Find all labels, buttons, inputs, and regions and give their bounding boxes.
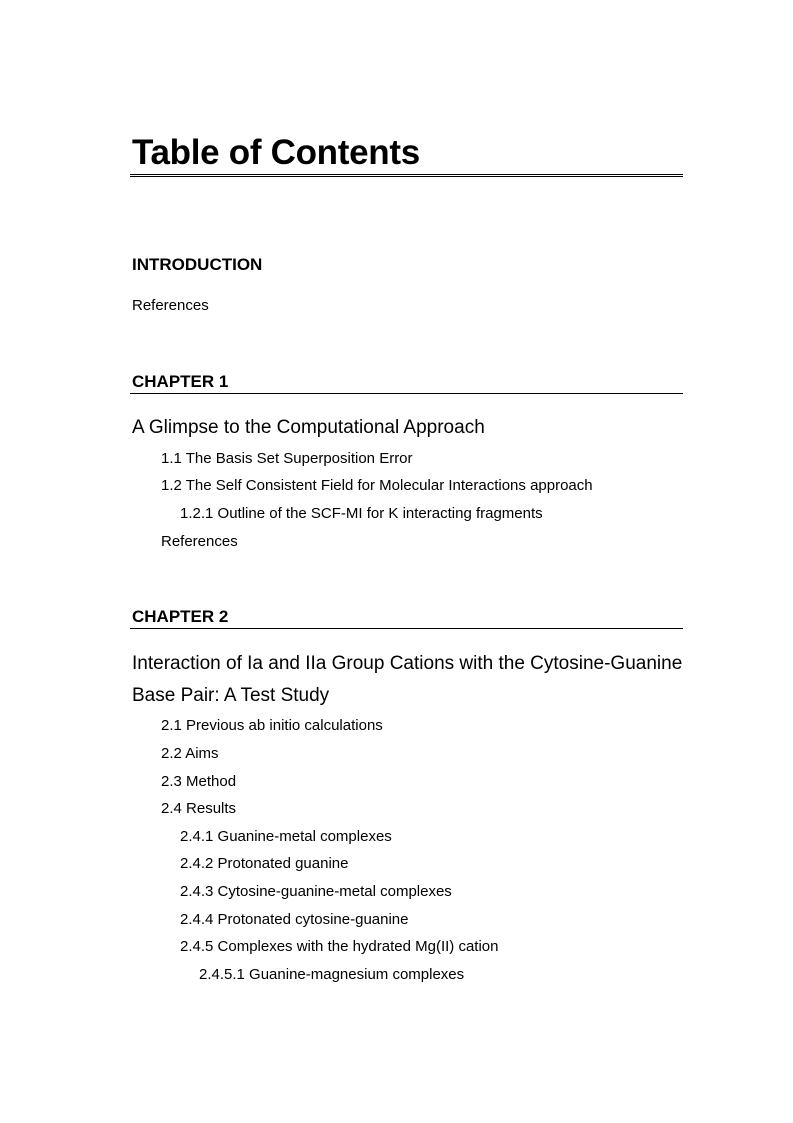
chapter-1-rule	[130, 393, 683, 394]
chapter-2-title-line-1: Interaction of Ia and IIa Group Cations with the Cytosine-Guanine	[132, 653, 683, 674]
chapter-2-rule	[130, 628, 683, 629]
toc-entry-2-4-3: 2.4.3 Cytosine-guanine-metal complexes	[180, 883, 452, 900]
introduction-heading: INTRODUCTION	[132, 255, 263, 274]
title-double-rule	[130, 174, 683, 177]
toc-entry-2-4-2: 2.4.2 Protonated guanine	[180, 855, 349, 872]
toc-entry-2-4-5: 2.4.5 Complexes with the hydrated Mg(II) cation	[180, 938, 499, 955]
chapter-1-title: A Glimpse to the Computational Approach	[132, 417, 485, 438]
toc-entry-2-4-5-1: 2.4.5.1 Guanine-magnesium complexes	[199, 966, 465, 983]
toc-entry-2-4-1: 2.4.1 Guanine-metal complexes	[180, 828, 392, 845]
toc-entry-2-1: 2.1 Previous ab initio calculations	[161, 717, 383, 734]
toc-entry-2-4: 2.4 Results	[161, 800, 237, 817]
toc-entry-2-3: 2.3 Method	[161, 773, 237, 790]
page-title: Table of Contents	[132, 133, 420, 172]
chapter-1-heading: CHAPTER 1	[132, 372, 229, 391]
chapter-1-references-entry: References	[161, 533, 238, 550]
toc-entry-1-1: 1.1 The Basis Set Superposition Error	[161, 450, 413, 467]
toc-entry-2-4-4: 2.4.4 Protonated cytosine-guanine	[180, 911, 409, 928]
introduction-references-entry: References	[132, 297, 209, 314]
chapter-2-heading: CHAPTER 2	[132, 607, 229, 626]
toc-entry-2-2: 2.2 Aims	[161, 745, 219, 762]
chapter-2-title-line-2: Base Pair: A Test Study	[132, 685, 330, 706]
toc-entry-1-2: 1.2 The Self Consistent Field for Molecular Interactions approach	[161, 477, 593, 494]
toc-entry-1-2-1: 1.2.1 Outline of the SCF-MI for K interacting fragments	[180, 505, 543, 522]
